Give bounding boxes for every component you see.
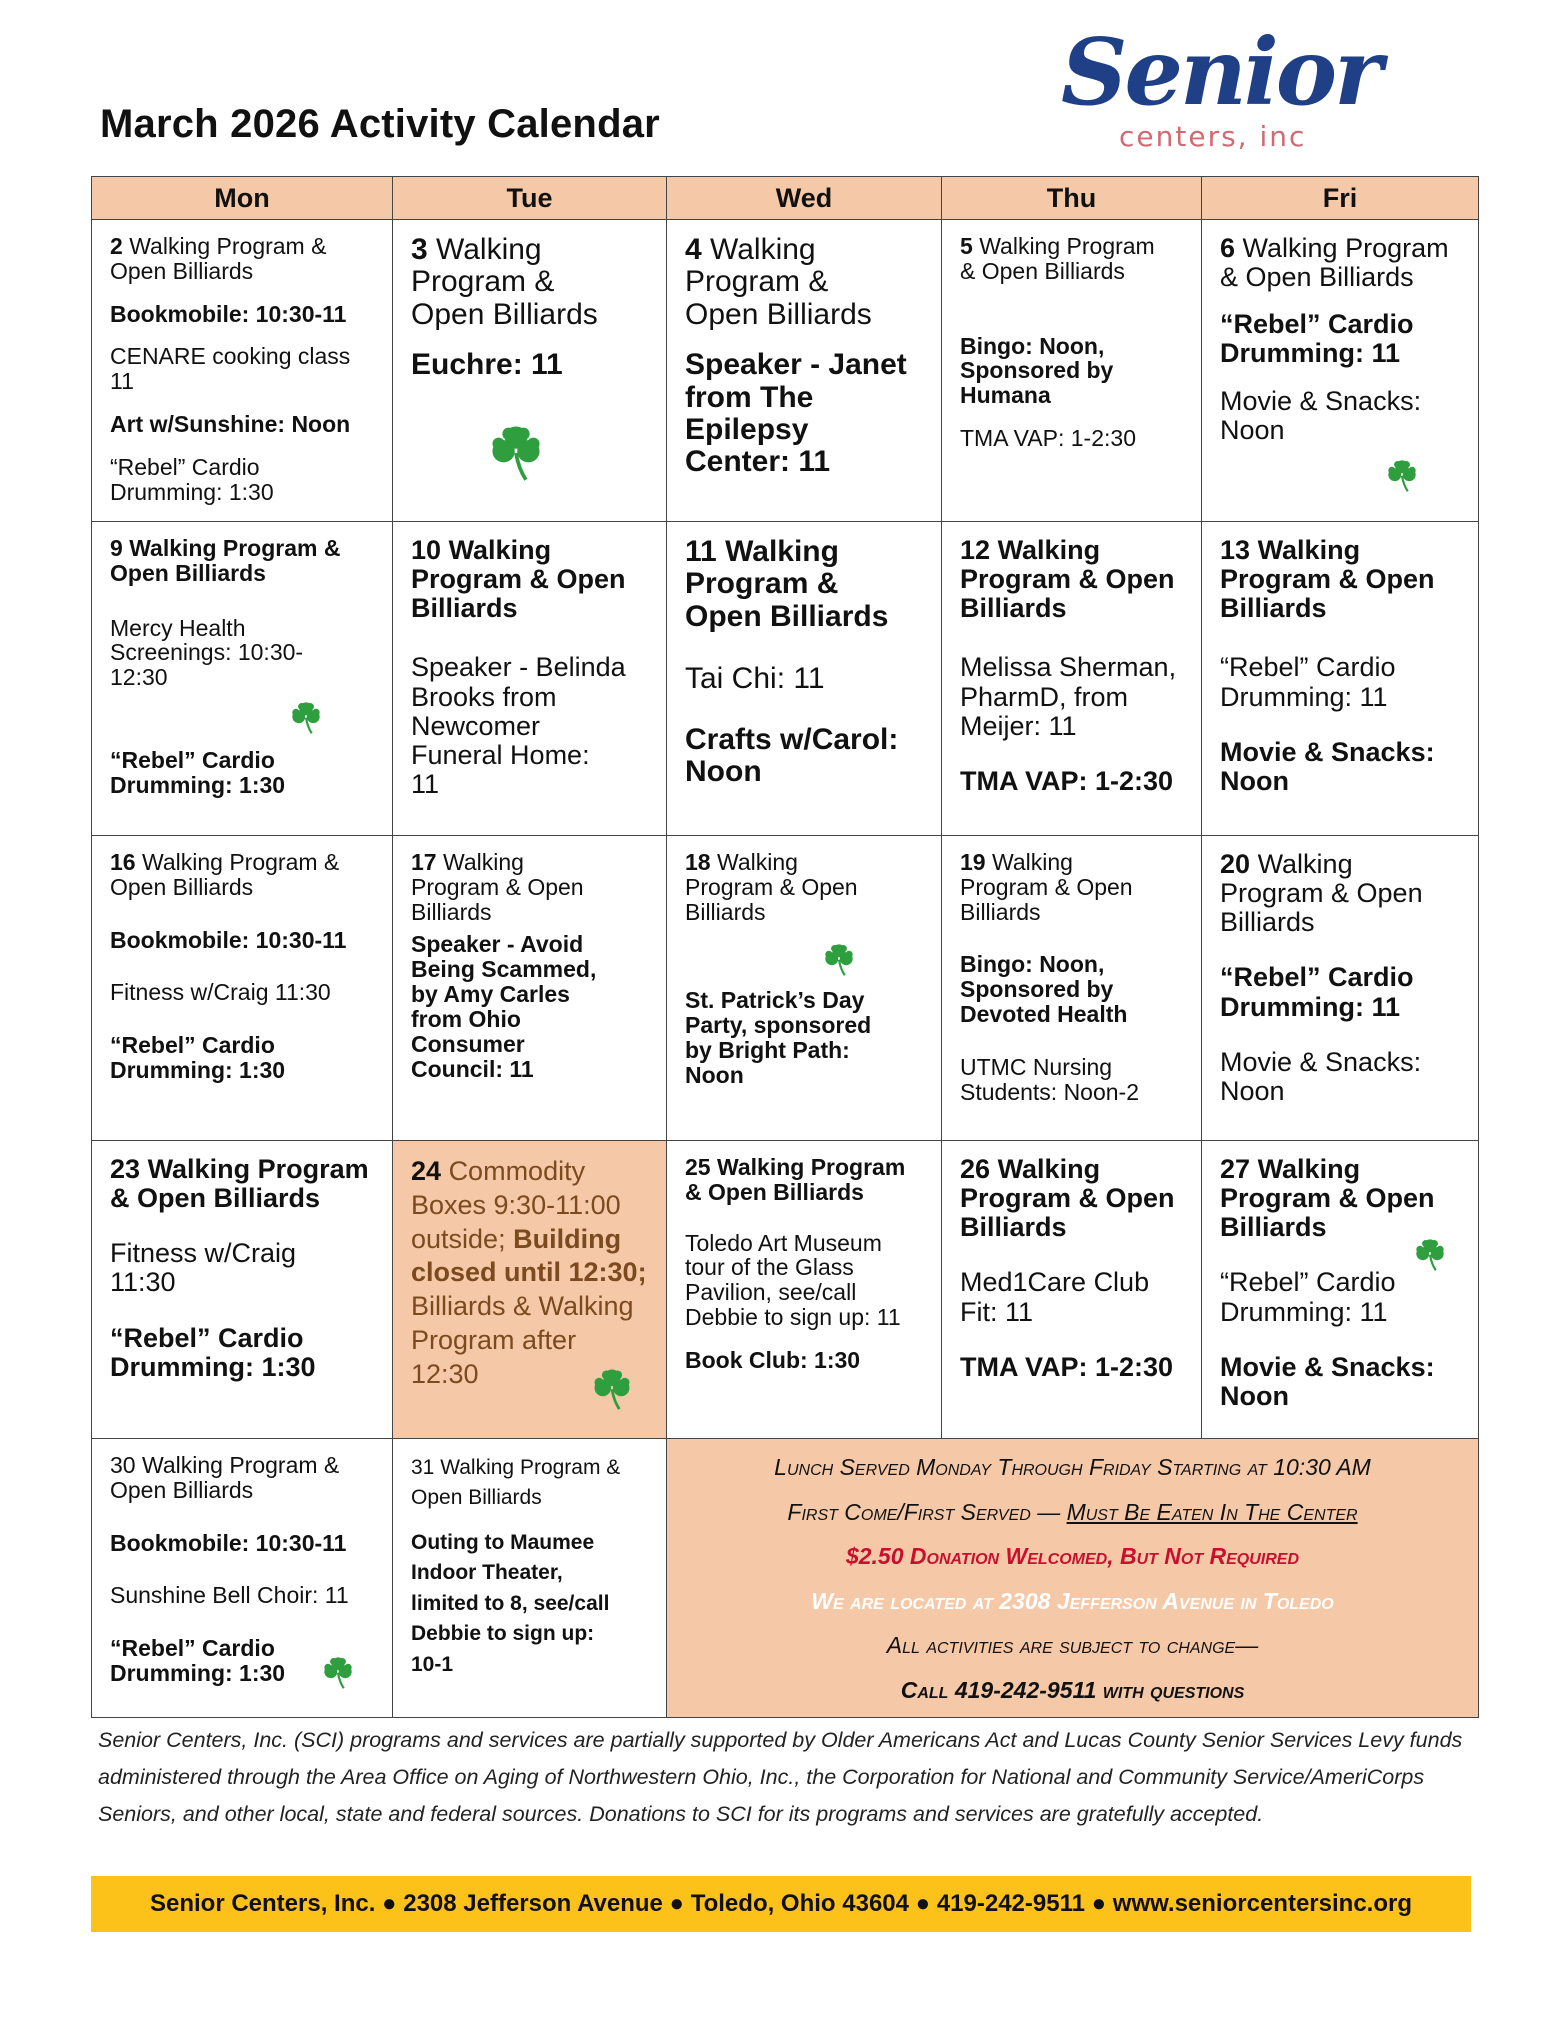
day-number: 6 <box>1220 233 1236 263</box>
event-pharmd: Melissa Sherman, PharmD, from Meijer: 11 <box>960 652 1177 741</box>
event-bingo: Bingo: Noon, Sponsored by Devoted Health <box>960 951 1128 1028</box>
day-number: 3 <box>411 233 428 266</box>
shamrock-icon <box>1384 452 1420 496</box>
day-number: 2 <box>110 233 123 259</box>
event-tma-vap: TMA VAP: 1-2:30 <box>960 425 1136 452</box>
logo-subtitle: centers, inc <box>1119 120 1307 153</box>
event-book-club: Book Club: 1:30 <box>685 1346 861 1373</box>
day-cell-20: 20 Walking Program & Open Billiards “Rebel” Cardio Drumming: 11 Movie & Snacks: Noon <box>1201 835 1479 1141</box>
day-cell-11: 11 Walking Program & Open Billiards Tai Chi: 11 Crafts w/Carol: Noon <box>666 521 942 836</box>
day-cell-3: 3 Walking Program & Open Billiards Euchre: 11 <box>392 219 667 522</box>
event-drumming: “Rebel” Cardio Drumming: 11 <box>1220 652 1396 712</box>
page-title: March 2026 Activity Calendar <box>100 102 660 146</box>
shamrock-icon <box>288 694 324 738</box>
event-screenings: Mercy Health Screenings: 10:30- 12:30 <box>110 614 304 691</box>
event-drumming: “Rebel” Cardio Drumming: 11 <box>1220 962 1414 1022</box>
day-cell-26: 26 Walking Program & Open Billiards Med1Care Club Fit: 11 TMA VAP: 1-2:30 <box>941 1140 1202 1439</box>
location-notice: We are located at 2308 Jefferson Avenue in Toledo <box>811 1587 1334 1614</box>
event-theater-outing: Outing to Maumee Indoor Theater, limited to 8, see/call Debbie to sign up: 10-1 <box>411 1530 610 1676</box>
lunch-hours: Lunch Served Monday Through Friday Starting at 10:30 AM <box>774 1454 1371 1480</box>
event-euchre: Euchre: 11 <box>411 348 563 382</box>
day-number: 9 <box>110 535 123 561</box>
event-tma-vap: TMA VAP: 1-2:30 <box>960 765 1174 796</box>
day-cell-25: 25 Walking Program & Open Billiards Toledo Art Museum tour of the Glass Pavilion, see/call Debbie to sign up: 11 Book Club: 1:30 <box>666 1140 942 1439</box>
day-number: 16 <box>110 849 136 875</box>
funding-footnote: Senior Centers, Inc. (SCI) programs and services are partially supported by Older Americans Act and Lucas County Senior Services Levy funds administered through the Area Office on Aging of Northwestern Ohio, Inc., the Corporation for National and Community Service/AmeriCorps Seniors, and other local, state and federal sources. Donations to SCI for its programs and services are gratefully accepted. <box>98 1728 1463 1826</box>
shamrock-icon <box>589 1359 635 1415</box>
event-speaker: Speaker - Avoid Being Scammed, by Amy Carles from Ohio Consumer Council: 11 <box>411 931 597 1082</box>
event-bookmobile: Bookmobile: 10:30-11 <box>110 300 347 327</box>
shamrock-icon <box>485 410 547 490</box>
event-bingo: Bingo: Noon, Sponsored by Humana <box>960 332 1114 409</box>
day-header-thu: Thu <box>941 176 1202 220</box>
day-cell-12: 12 Walking Program & Open Billiards Melissa Sherman, PharmD, from Meijer: 11 TMA VAP: 1-2:30 <box>941 521 1202 836</box>
walking-program-label: Walking Program & <box>129 233 327 259</box>
day-number: 11 <box>685 535 717 568</box>
event-drumming: “Rebel” Cardio Drumming: 1:30 <box>110 1322 316 1382</box>
lunch-info-box <box>666 1438 1479 1718</box>
day-cell-10: 10 Walking Program & Open Billiards Speaker - Belinda Brooks from Newcomer Funeral Home: 11 <box>392 521 667 836</box>
event-art: Art w/Sunshine: Noon <box>110 411 351 438</box>
day-number: 25 <box>685 1154 711 1180</box>
donation-notice: $2.50 Donation Welcomed, But Not Required <box>845 1543 1300 1569</box>
shamrock-icon <box>1412 1231 1448 1275</box>
day-cell-5: 5 Walking Program & Open Billiards Bingo: Noon, Sponsored by Humana TMA VAP: 1-2:30 <box>941 219 1202 522</box>
event-movie: Movie & Snacks: Noon <box>1220 1046 1422 1106</box>
shamrock-icon <box>821 936 857 980</box>
event-st-patricks-party: St. Patrick’s Day Party, sponsored by Bright Path: Noon <box>685 987 872 1088</box>
day-number: 20 <box>1220 849 1251 879</box>
activity-calendar <box>91 176 1475 1718</box>
event-med1care: Med1Care Club Fit: 11 <box>960 1267 1150 1327</box>
event-tai-chi: Tai Chi: 11 <box>685 662 825 696</box>
event-bookmobile: Bookmobile: 10:30-11 <box>110 1529 347 1556</box>
day-number: 30 <box>110 1452 136 1478</box>
day-cell-16: 16 Walking Program & Open Billiards Bookmobile: 10:30-11 Fitness w/Craig 11:30 “Rebel” Cardio Drumming: 1:30 <box>91 835 393 1141</box>
event-art-museum-tour: Toledo Art Museum tour of the Glass Pavilion, see/call Debbie to sign up: 11 <box>685 1229 901 1331</box>
shamrock-icon <box>320 1649 356 1693</box>
event-bell-choir: Sunshine Bell Choir: 11 <box>110 1582 349 1609</box>
event-movie: Movie & Snacks: Noon <box>1220 1351 1435 1411</box>
event-drumming: “Rebel” Cardio Drumming: 1:30 <box>110 453 274 505</box>
day-cell-19: 19 Walking Program & Open Billiards Bingo: Noon, Sponsored by Devoted Health UTMC Nursing Students: Noon-2 <box>941 835 1202 1141</box>
day-number: 4 <box>685 233 702 266</box>
event-movie: Movie & Snacks: Noon <box>1220 385 1422 445</box>
day-number: 18 <box>685 849 711 875</box>
day-number: 27 <box>1220 1154 1251 1184</box>
day-number: 12 <box>960 535 991 565</box>
event-speaker: Speaker - Belinda Brooks from Newcomer Funeral Home: 11 <box>411 652 626 800</box>
event-bookmobile: Bookmobile: 10:30-11 <box>110 926 347 953</box>
event-movie: Movie & Snacks: Noon <box>1220 736 1435 796</box>
day-number: 13 <box>1220 535 1251 565</box>
day-number: 17 <box>411 849 437 875</box>
day-cell-6: 6 Walking Program & Open Billiards “Rebel” Cardio Drumming: 11 Movie & Snacks: Noon <box>1201 219 1479 522</box>
walking-program-label: Open Billiards <box>110 257 254 284</box>
day-header-wed: Wed <box>666 176 942 220</box>
day-cell-31: 31 Walking Program & Open Billiards Outing to Maumee Indoor Theater, limited to 8, see/call Debbie to sign up: 10-1 <box>392 1438 667 1718</box>
day-number: 26 <box>960 1154 991 1184</box>
event-fitness: Fitness w/Craig 11:30 <box>110 979 331 1006</box>
day-number: 31 <box>411 1456 435 1479</box>
event-drumming: “Rebel” Cardio Drumming: 1:30 <box>110 747 286 798</box>
event-cenare: CENARE cooking class 11 <box>110 343 351 395</box>
day-number: 10 <box>411 535 442 565</box>
event-crafts: Crafts w/Carol: Noon <box>685 722 899 788</box>
event-drumming: “Rebel” Cardio Drumming: 1:30 <box>110 1032 286 1084</box>
day-cell-13: 13 Walking Program & Open Billiards “Rebel” Cardio Drumming: 11 Movie & Snacks: Noon <box>1201 521 1479 836</box>
day-number: 5 <box>960 233 973 259</box>
day-header-tue: Tue <box>392 176 667 220</box>
day-cell-17: 17 Walking Program & Open Billiards Speaker - Avoid Being Scammed, by Amy Carles from Ohio Consumer Council: 11 <box>392 835 667 1141</box>
logo-word: Senior <box>1061 18 1380 126</box>
event-tma-vap: TMA VAP: 1-2:30 <box>960 1351 1174 1382</box>
day-number: 24 <box>411 1156 442 1186</box>
day-number: 23 <box>110 1154 141 1184</box>
first-come-notice: First Come/First Served — Must Be Eaten In The Center <box>787 1498 1358 1525</box>
day-cell-4: 4 Walking Program & Open Billiards Speaker - Janet from The Epilepsy Center: 11 <box>666 219 942 522</box>
day-header-fri: Fri <box>1201 176 1479 220</box>
event-drumming: “Rebel” Cardio Drumming: 11 <box>1220 309 1414 369</box>
change-notice: All activities are subject to change— <box>886 1632 1259 1658</box>
event-drumming: “Rebel” Cardio Drumming: 11 <box>1220 1267 1396 1327</box>
senior-centers-logo <box>1055 18 1380 168</box>
day-cell-9: 9 Walking Program & Open Billiards Mercy Health Screenings: 10:30- 12:30 “Rebel” Cardio Drumming: 1:30 <box>91 521 393 836</box>
day-cell-18: 18 Walking Program & Open Billiards St. Patrick’s Day Party, sponsored by Bright Path: Noon <box>666 835 942 1141</box>
day-cell-27: 27 Walking Program & Open Billiards “Rebel” Cardio Drumming: 11 Movie & Snacks: Noon <box>1201 1140 1479 1439</box>
event-drumming: “Rebel” Cardio Drumming: 1:30 <box>110 1635 286 1687</box>
day-cell-30: 30 Walking Program & Open Billiards Bookmobile: 10:30-11 Sunshine Bell Choir: 11 “Rebel” Cardio Drumming: 1:30 <box>91 1438 393 1718</box>
event-fitness: Fitness w/Craig 11:30 <box>110 1238 297 1298</box>
day-header-mon: Mon <box>91 176 393 220</box>
day-cell-2 <box>91 219 393 522</box>
contact-footer-bar: Senior Centers, Inc. ● 2308 Jefferson Avenue ● Toledo, Ohio 43604 ● 419-242-9511 ● www.seniorcentersinc.org <box>91 1876 1471 1932</box>
day-cell-23: 23 Walking Program & Open Billiards Fitness w/Craig 11:30 “Rebel” Cardio Drumming: 1:30 <box>91 1140 393 1439</box>
day-cell-24: 24 Commodity Boxes 9:30-11:00 outside; Building closed until 12:30; Billiards & Walking Program after 12:30 <box>392 1140 667 1439</box>
event-speaker: Speaker - Janet from The Epilepsy Center: 11 <box>685 348 907 479</box>
day-number: 19 <box>960 849 986 875</box>
event-utmc-nursing: UTMC Nursing Students: Noon-2 <box>960 1053 1140 1105</box>
phone-notice: Call 419-242-9511 with questions <box>900 1676 1245 1703</box>
